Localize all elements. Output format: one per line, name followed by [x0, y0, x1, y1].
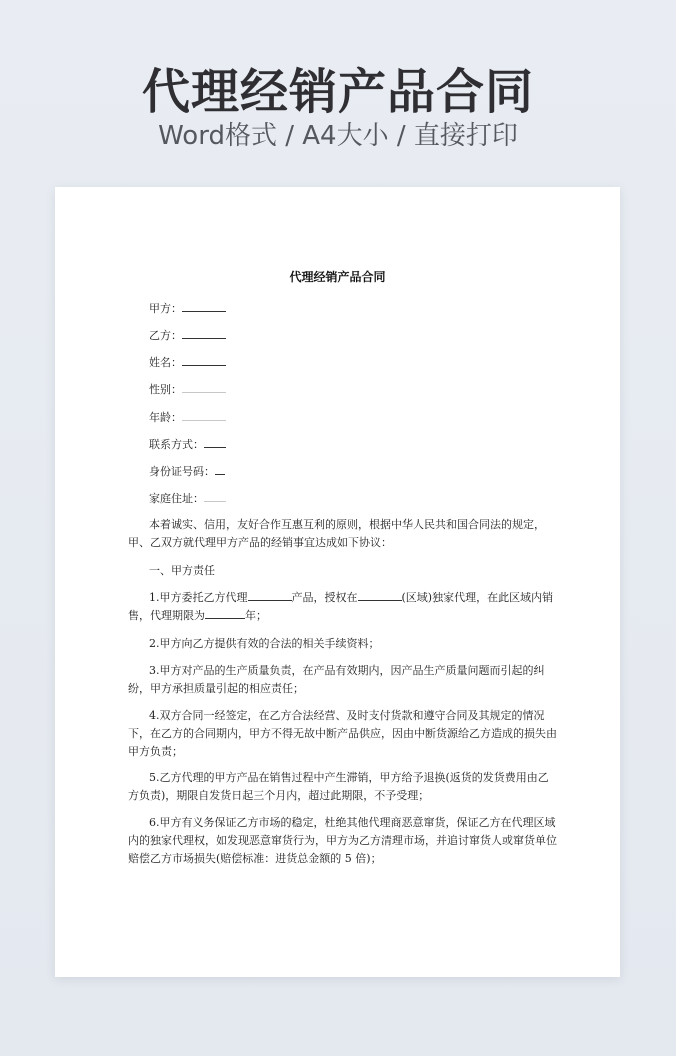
fill-blank — [182, 381, 226, 393]
field-id-number — [149, 463, 225, 480]
field-address — [149, 490, 226, 507]
field-party-a — [149, 300, 226, 317]
fill-blank — [248, 589, 292, 601]
clause-1 — [128, 589, 558, 625]
banner-subtitle: Word格式 / A4大小 / 直接打印 — [158, 121, 518, 151]
clause-5: 5.乙方代理的甲方产品在销售过程中产生滞销，甲方给予退换(返货的发货费用由乙方负责)，期限自发货日起三个月内，超过此期限，不予受理； — [128, 771, 549, 802]
field-name — [149, 354, 226, 371]
section-heading: 一、甲方责任 — [149, 564, 215, 577]
intro-paragraph: 本着诚实、信用，友好合作互惠互利的原则，根据中华人民共和国合同法的规定，甲、乙双方就代理甲方产品的经销事宜达成如下协议： — [128, 518, 545, 549]
field-contact — [149, 436, 226, 453]
clause-1-text-c: (区域)独家代理，在此区域内销售，代理期限为 — [128, 591, 554, 622]
clause-3: 3.甲方对产品的生产质量负责，在产品有效期内，因产品生产质量问题而引起的纠纷，甲方承担质量引起的相应责任； — [128, 664, 545, 695]
field-party-b — [149, 327, 226, 344]
document-page — [55, 187, 620, 977]
fill-blank — [182, 354, 226, 366]
field-label: 姓名： — [149, 356, 182, 369]
fill-blank — [182, 409, 226, 421]
field-label: 身份证号码： — [149, 465, 215, 478]
field-label: 年龄： — [149, 411, 182, 424]
field-label: 联系方式： — [149, 438, 204, 451]
field-label: 家庭住址： — [149, 492, 204, 505]
field-gender — [149, 381, 226, 398]
fill-blank — [204, 490, 226, 502]
clause-6: 6.甲方有义务保证乙方市场的稳定，杜绝其他代理商恶意窜货，保证乙方在代理区域内的独家代理权，如发现恶意窜货行为，甲方为乙方清理市场，并追讨窜货人或窜货单位赔偿乙方市场损失(赔偿标准：进货总金额的 5 倍)； — [128, 816, 557, 865]
fill-blank — [205, 607, 245, 619]
fill-blank — [358, 589, 402, 601]
clause-1-text-b: 产品，授权在 — [291, 591, 358, 604]
field-age — [149, 409, 226, 426]
clause-1-text-d: 年； — [245, 609, 267, 622]
document-title: 代理经销产品合同 — [289, 270, 386, 284]
clause-4: 4.双方合同一经签定，在乙方合法经营、及时支付货款和遵守合同及其规定的情况下，在乙方的合同期内，甲方不得无故中断产品供应，因由中断货源给乙方造成的损失由甲方负责； — [128, 709, 557, 758]
clause-1-text-a: 1.甲方委托乙方代理 — [149, 591, 248, 604]
banner-title: 代理经销产品合同 — [141, 64, 534, 120]
field-label: 甲方： — [149, 302, 182, 315]
field-label: 性别： — [149, 383, 182, 396]
fill-blank — [204, 436, 226, 448]
fill-blank — [182, 327, 226, 339]
clause-2: 2.甲方向乙方提供有效的合法的相关手续资料； — [149, 637, 380, 650]
fill-blank — [215, 463, 225, 475]
field-label: 乙方： — [149, 329, 182, 342]
fill-blank — [182, 300, 226, 312]
